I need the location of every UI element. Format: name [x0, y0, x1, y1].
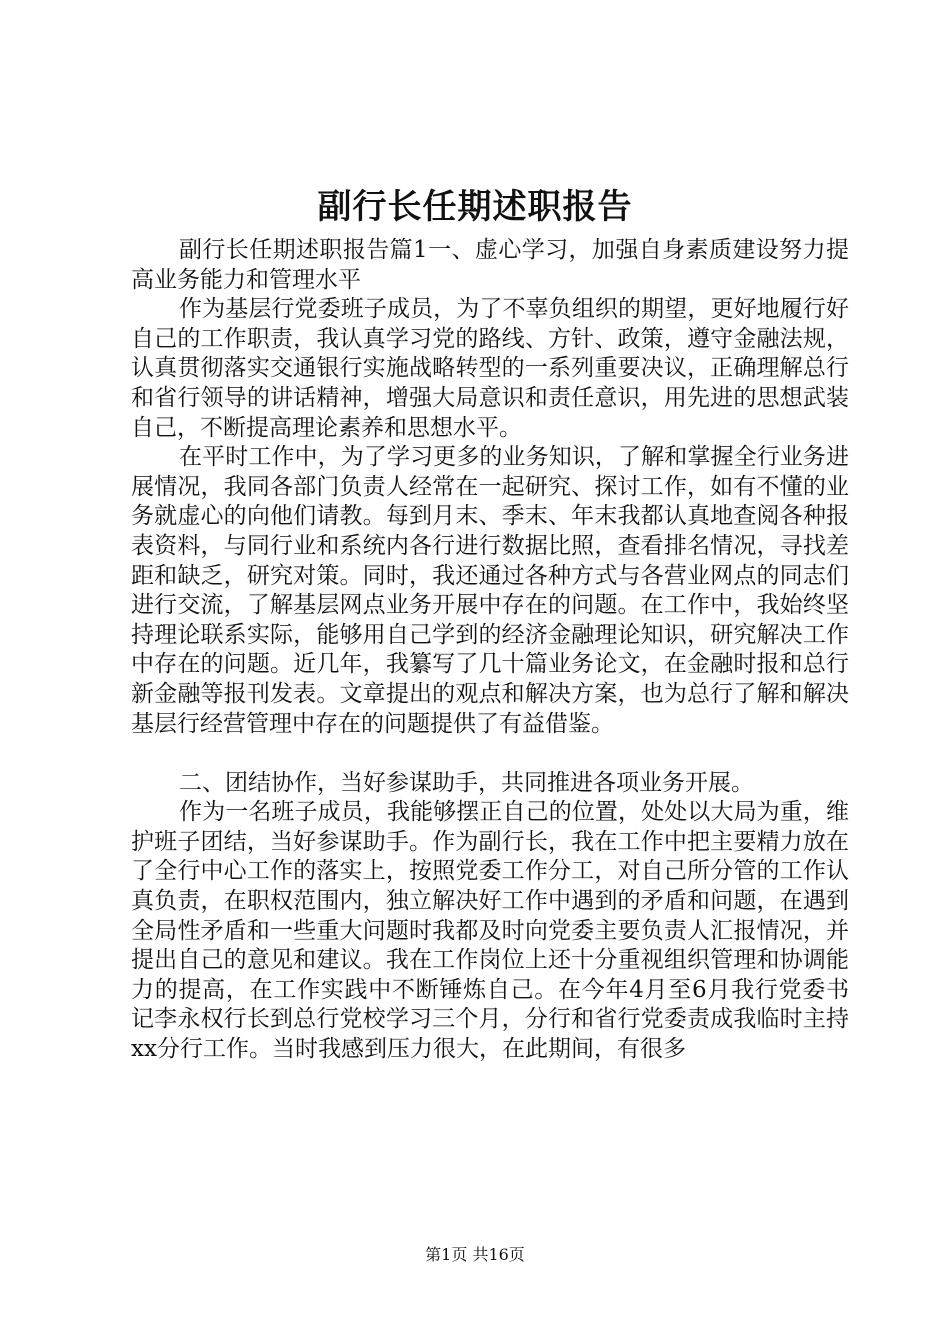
paragraph-gap: [131, 739, 849, 769]
paragraph-teamwork: 作为一名班子成员，我能够摆正自己的位置，处处以大局为重，维护班子团结，当好参谋助手。作为副行长，我在工作中把主要精力放在了全行中心工作的落实上，按照党委工作分工，对自己所分管的工作认真负责，在职权范围内，独立解决好工作中遇到的矛盾和问题，在遇到全局性矛盾和一些重大问题时我都及时向党委主要负责人汇报情况，并提出自己的意见和建议。我在工作岗位上还十分重视组织管理和协调能力的提高，在工作实践中不断锤炼自己。在今年4月至6月我行党委书记李永权行长到总行党校学习三个月，分行和省行党委责成我临时主持xx分行工作。当时我感到压力很大，在此期间，有很多: [131, 799, 849, 1063]
page-footer: 第1页 共16页: [425, 1245, 525, 1264]
paragraph-intro: 副行长任期述职报告篇1一、虚心学习，加强自身素质建设努力提高业务能力和管理水平: [131, 237, 849, 293]
paragraph-work-practice: 在平时工作中，为了学习更多的业务知识，了解和掌握全行业务进展情况，我同各部门负责人经常在一起研究、探讨工作，如有不懂的业务就虚心的向他们请教。每到月末、季末、年末我都认真地查阅各种报表资料，与同行业和系统内各行进行数据比照，查看排名情况，寻找差距和缺乏，研究对策。同时，我还通过各种方式与各营业网点的同志们进行交流，了解基层网点业务开展中存在的问题。在工作中，我始终坚持理论联系实际，能够用自己学到的经济金融理论知识，研究解决工作中存在的问题。近几年，我纂写了几十篇业务论文，在金融时报和总行新金融等报刊发表。文章提出的观点和解决方案，也为总行了解和解决基层行经营管理中存在的问题提供了有益借鉴。: [131, 444, 849, 737]
paragraph-study: 作为基层行党委班子成员，为了不辜负组织的期望，更好地履行好自己的工作职责，我认真学习党的路线、方针、政策，遵守金融法规，认真贯彻落实交通银行实施战略转型的一系列重要决议，正确理解总行和省行领导的讲话精神，增强大局意识和责任意识，用先进的思想武装自己，不断提高理论素养和思想水平。: [131, 296, 849, 441]
document-title: 副行长任期述职报告: [317, 187, 633, 227]
document-body: [131, 236, 849, 1065]
paragraph-section-two-heading: 二、团结协作，当好参谋助手，共同推进各项业务开展。: [179, 769, 754, 796]
